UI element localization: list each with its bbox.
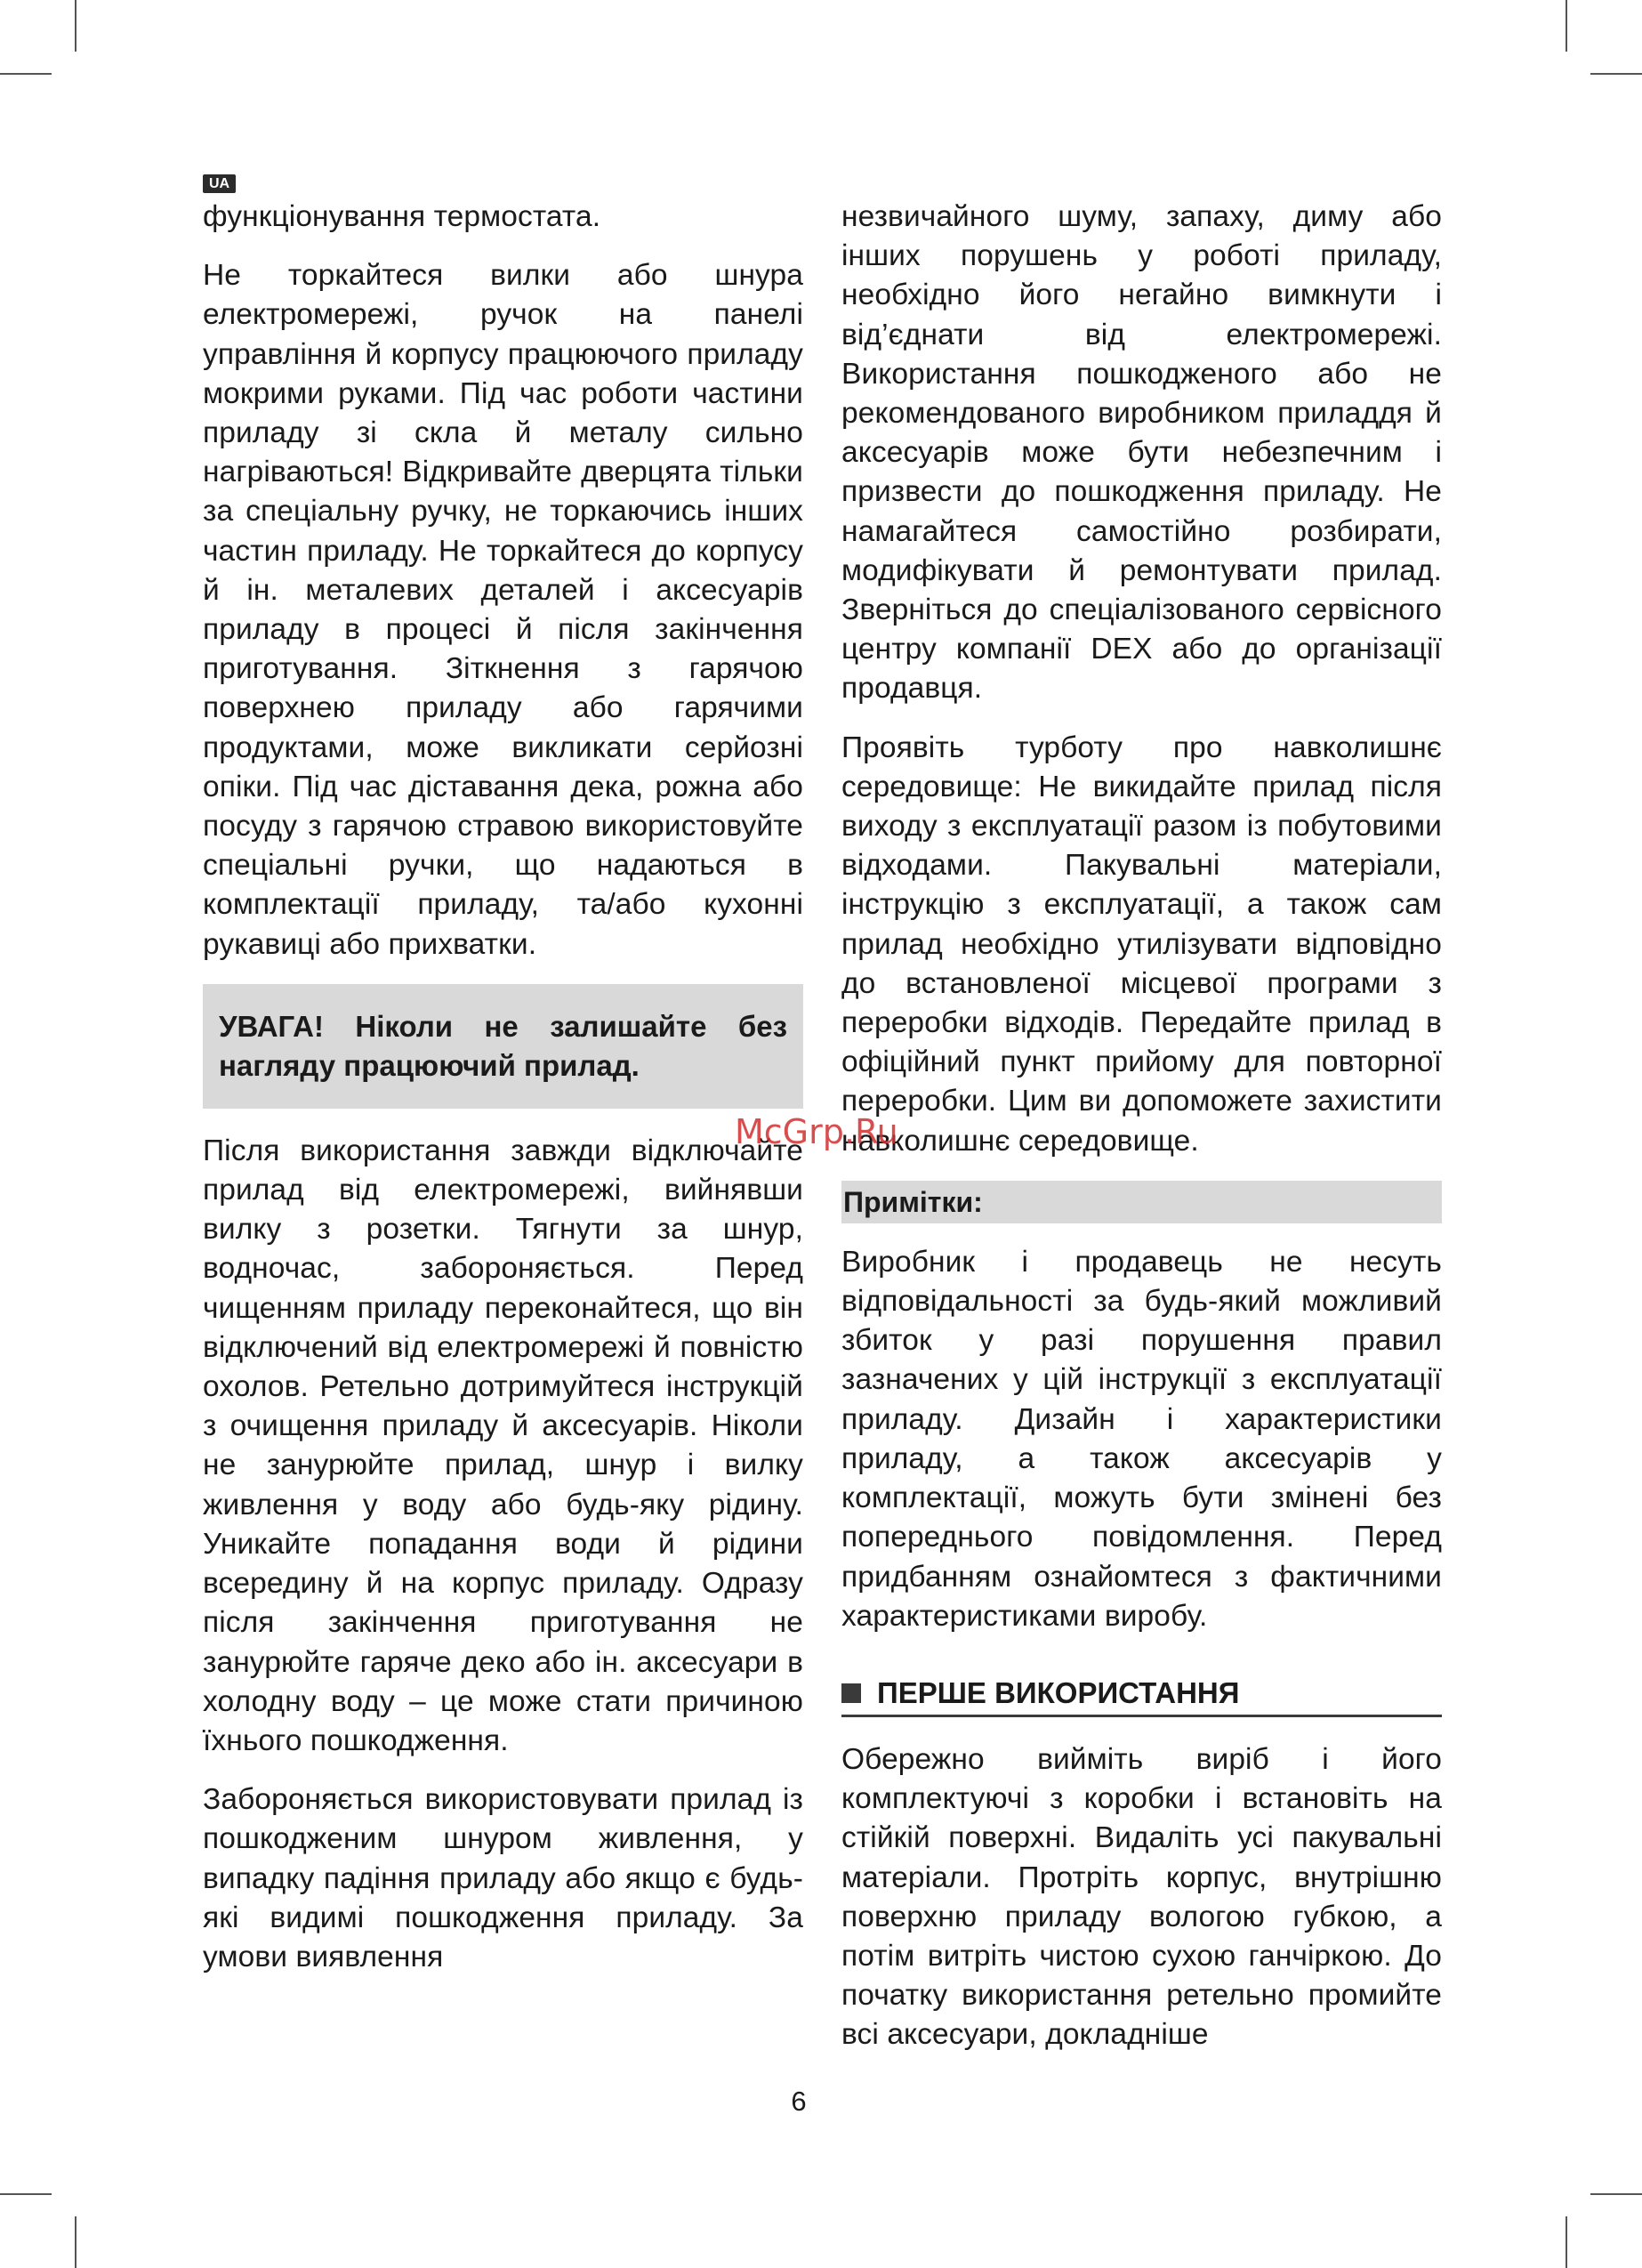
paragraph: незвичайного шуму, запаху, диму або інших порушень у роботі приладу, необхідно його негайно вимкнути і від’єднати від електромережі. Використання пошкодженого або не рекомендованого виробником приладдя й аксесуарів може бути небезпечним і призвести до пошкодження приладу. Не намагайтеся самостійно розбирати, модифікувати й ремонтувати прилад. Зверніться до спеціалізованого сервісного центру компанії DEX або до організації продавця. xyxy=(841,200,1442,706)
page-number: 6 xyxy=(791,2086,807,2117)
paragraph: Після використання завжди відключайте прилад від електромережі, вийнявши вилку з розетки. Тягнути за шнур, водночас, забороняється. Перед чищенням приладу переконайтеся, що він відключений від електромережі й повністю охолов. Ретельно дотримуйтеся інструкцій з очищення приладу й аксесуарів. Ніколи не занурюйте прилад, шнур і вилку живлення у воду або будь-яку рідину. Уникайте попадання води й рідини всередину й на корпус приладу. Одразу після закінчення приготування не занурюйте гаряче деко або ін. аксесуари в холодну воду – це може стати причиною їхнього пошкодження. xyxy=(203,1134,803,1757)
crop-mark xyxy=(1590,73,1642,75)
paragraph: Проявіть турботу про навколишнє середовище: Не викидайте прилад після виходу з експлуатації разом із побутовими відходами. Пакувальні матеріали, інструкцію з експлуатації, а також сам прилад необхідно утилізувати відповідно до встановленої місцевої програми з переробки відходів. Передайте прилад в офіційний пункт прийому для повторної переробки. Цим ви допоможете захистити навколишнє середовище. xyxy=(841,730,1442,1158)
square-bullet-icon xyxy=(841,1683,861,1703)
crop-mark xyxy=(1566,0,1567,52)
paragraph: Обережно вийміть виріб і його комплектуючі з коробки і встановіть на стійкій поверхні. Видаліть усі пакувальні матеріали. Протріть корпус, внутрішню поверхню приладу вологою губкою, а потім витріть чистою сухою ганчіркою. До початку використання ретельно промийте всі аксесуари, докладніше xyxy=(841,1742,1442,2052)
language-badge: UA xyxy=(203,174,236,193)
paragraph: функціонування термостата. xyxy=(203,200,601,233)
left-column xyxy=(203,198,803,1977)
crop-mark xyxy=(0,2193,52,2195)
notes-heading: Примітки: xyxy=(841,1181,1442,1223)
crop-mark xyxy=(1566,2216,1567,2268)
watermark: McGrp.Ru xyxy=(735,1112,898,1151)
crop-mark xyxy=(0,73,52,75)
section-heading-text: ПЕРШЕ ВИКОРИСТАННЯ xyxy=(877,1675,1240,1709)
crop-mark xyxy=(75,0,76,52)
warning-box: УВАГА! Ніколи не залишайте без нагляду працюючий прилад. xyxy=(203,984,803,1109)
crop-mark xyxy=(75,2216,76,2268)
crop-mark xyxy=(1590,2193,1642,2195)
paragraph: Виробник і продавець не несуть відповідальності за будь-який можливий збиток у разі порушення правил зазначених у цій інструкції з експлуатації приладу. Дизайн і характеристики приладу, а також аксесуарів у комплектації, можуть бути змінені без попереднього повідомлення. Перед придбанням ознайомтеся з фактичними характеристиками виробу. xyxy=(841,1245,1442,1633)
right-column xyxy=(841,198,1442,2055)
paragraph: Забороняється використовувати прилад із пошкодженим шнуром живлення, у випадку падіння приладу або якщо є будь-які видимі пошкодження приладу. За умови виявлення xyxy=(203,1783,803,1973)
paragraph: Не торкайтеся вилки або шнура електромережі, ручок на панелі управління й корпусу працюючого приладу мокрими руками. Під час роботи частини приладу зі скла й металу сильно нагріваються! Відкривайте дверцята тільки за спеціальну ручку, не торкаючись інших частин приладу. Не торкайтеся до корпусу й ін. металевих деталей і аксесуарів приладу в процесі й після закінчення приготування. Зіткнення з гарячою поверхнею приладу або гарячими продуктами, може викликати серйозні опіки. Під час діставання дека, рожна або посуду з гарячою стравою використовуйте спеціальні ручки, що надаються в комплектації приладу, та/або кухонні рукавиці або прихватки. xyxy=(203,259,803,961)
section-heading xyxy=(841,1674,1442,1717)
